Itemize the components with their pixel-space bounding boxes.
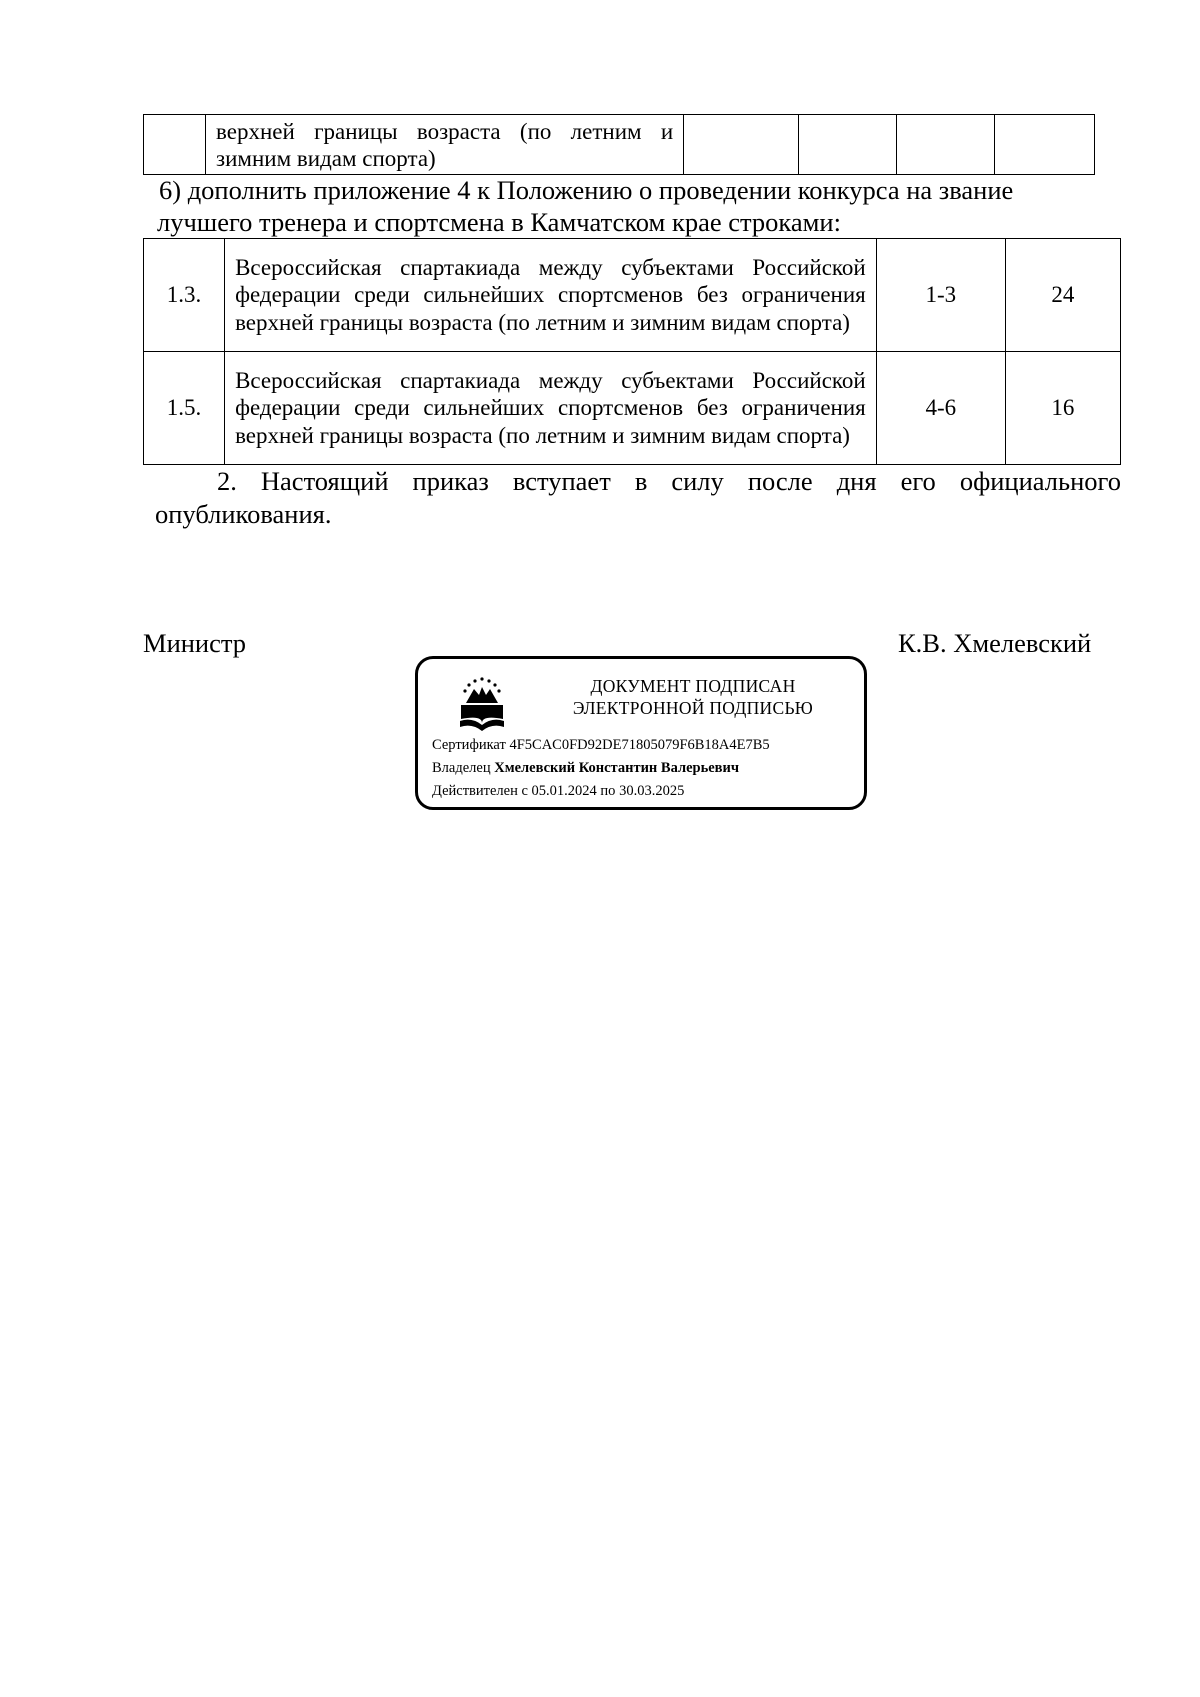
certificate-value: 4F5CAC0FD92DE71805079F6B18A4E7B5: [509, 737, 770, 753]
certificate-line: [432, 737, 770, 754]
signer-name: К.В. Хмелевский: [898, 628, 1092, 658]
stamp-title: [513, 675, 873, 719]
valid-from: 05.01.2024: [531, 783, 597, 799]
valid-to: 30.03.2025: [619, 783, 685, 799]
paragraph-6: [159, 174, 1121, 238]
validity-line: [432, 783, 684, 800]
row-description: Всероссийская спартакиада между субъектами Российской федерации среди сильнейших спортсменов без ограничения верхней границы возраста (по летним и зимним видам спорта): [225, 352, 877, 465]
table-cell-text: верхней границы возраста (по летним и зимним видам спорта): [206, 115, 684, 175]
table-row: [144, 115, 1095, 175]
row-description: Всероссийская спартакиада между субъектами Российской федерации среди сильнейших спортсменов без ограничения верхней границы возраста (по летним и зимним видам спорта): [225, 239, 877, 352]
table-cell: [798, 115, 896, 175]
paragraph-6-line-2: лучшего тренера и спортсмена в Камчатском крае строками:: [157, 207, 841, 237]
owner-line: [432, 760, 739, 777]
electronic-signature-stamp: [415, 656, 867, 810]
table-row: [144, 239, 1121, 352]
valid-to-label: по: [600, 783, 616, 799]
signer-position: Министр: [143, 628, 247, 658]
competition-table: [143, 238, 1121, 465]
paragraph-6-line-1: 6) дополнить приложение 4 к Положению о проведении конкурса на звание: [159, 175, 1014, 205]
kamchatka-emblem-icon: [456, 675, 508, 733]
row-points: 16: [1005, 352, 1120, 465]
row-place: 4-6: [876, 352, 1005, 465]
continuation-table: [143, 114, 1095, 175]
row-number: 1.3.: [144, 239, 225, 352]
valid-label: Действителен с: [432, 783, 528, 799]
table-row: [144, 352, 1121, 465]
table-cell-num: [144, 115, 206, 175]
certificate-label: Сертификат: [432, 737, 506, 753]
stamp-title-line-1: ДОКУМЕНТ ПОДПИСАН: [590, 676, 796, 696]
row-number: 1.5.: [144, 352, 225, 465]
table-cell: [995, 115, 1095, 175]
table-cell: [897, 115, 995, 175]
row-points: 24: [1005, 239, 1120, 352]
owner-value: Хмелевский Константин Валерьевич: [494, 760, 740, 776]
paragraph-2: 2. Настоящий приказ вступает в силу после дня его официального опубликования.: [155, 466, 1121, 529]
owner-label: Владелец: [432, 760, 491, 776]
row-place: 1-3: [876, 239, 1005, 352]
stamp-title-line-2: ЭЛЕКТРОННОЙ ПОДПИСЬЮ: [572, 698, 814, 718]
table-cell: [684, 115, 798, 175]
